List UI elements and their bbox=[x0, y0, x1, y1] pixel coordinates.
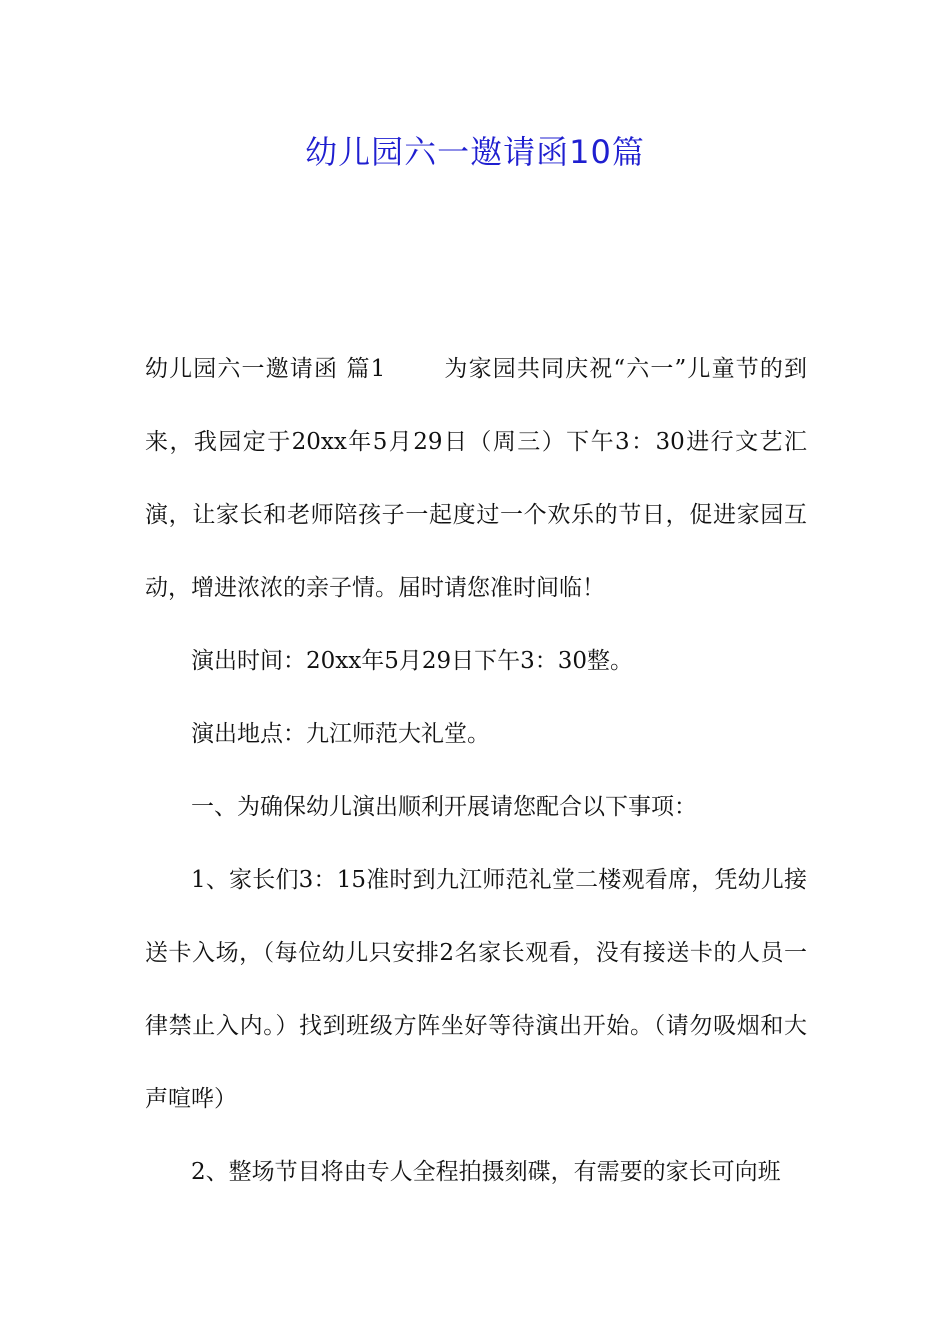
paragraph: 1、家长们3：15准时到九江师范礼堂二楼观看席，凭幼儿接送卡入场，（每位幼儿只安排2名家长观看，没有接送卡的人员一律禁止入内。）找到班级方阵坐好等待演出开始。（请勿吸烟和大声喧哗） bbox=[145, 867, 807, 1112]
document-title: 幼儿园六一邀请函10篇 bbox=[305, 133, 645, 171]
paragraph: 2、整场节目将由专人全程拍摄刻碟，有需要的家长可向班 bbox=[191, 1159, 781, 1185]
section-heading: 幼儿园六一邀请函 篇1 bbox=[145, 356, 386, 382]
paragraph: 一、为确保幼儿演出顺利开展请您配合以下事项： bbox=[191, 794, 697, 820]
paragraph-text: 为家园共同庆祝“六一”儿童节的到来，我园定于20xx年5月29日（周三）下午3：30进行文艺汇演，让家长和老师陪孩子一起度过一个欢乐的节日，促进家园互动，增进浓浓的亲子情。届时请您准时间临！ bbox=[145, 356, 807, 601]
intro-paragraph bbox=[145, 333, 807, 625]
paragraph: 演出时间：20xx年5月29日下午3：30整。 bbox=[191, 648, 634, 674]
paragraph: 演出地点：九江师范大礼堂。 bbox=[191, 721, 490, 747]
document-body bbox=[145, 333, 807, 1209]
